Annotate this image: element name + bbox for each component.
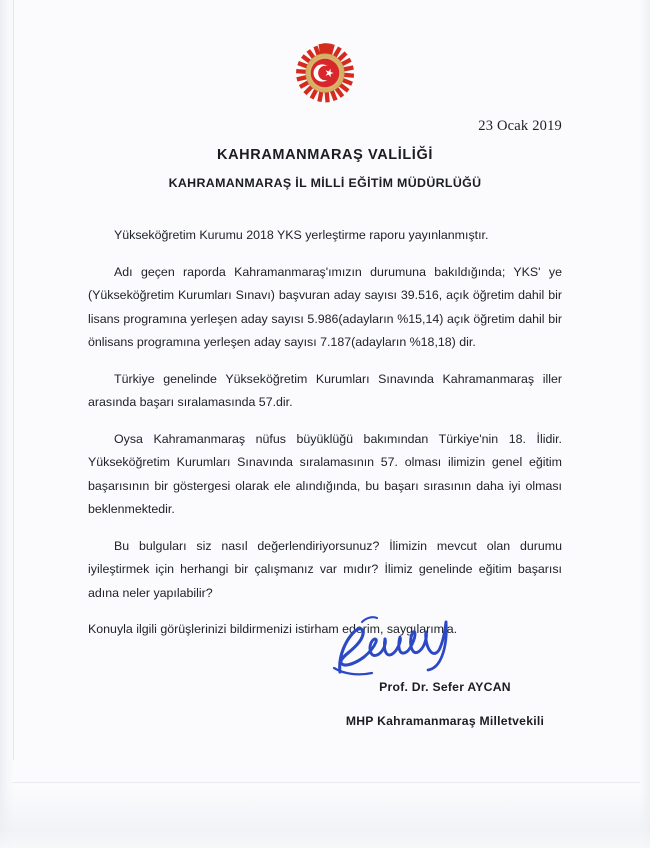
body-paragraph-4: Oysa Kahramanmaraş nüfus büyüklüğü bakımından Türkiye'nin 18. İlidir. Yükseköğretim Kurumları Sınavında sıralamasının 57. olması ilimizin genel eğitim başarısının bir göstergesi olarak ele alındığında, bu başarı sırasının daha iyi olması beklenmektedir. <box>88 431 562 516</box>
letterhead <box>0 147 650 190</box>
signer-role: MHP Kahramanmaraş Milletvekili <box>345 714 545 728</box>
body-paragraph-1: Yükseköğretim Kurumu 2018 YKS yerleştirme raporu yayınlanmıştır. <box>114 228 489 242</box>
body-paragraph-5: Bu bulguları siz nasıl değerlendiriyorsunuz? İlimizin mevcut olan durumu iyileştirmek için herhangi bir çalışmanız var mıdır? İlimiz genelinde eğitim başarısı adına neler yapılabilir? <box>88 538 562 600</box>
body-paragraph-3: Türkiye genelinde Yükseköğretim Kurumları Sınavında Kahramanmaraş iller arasında başarı sıralamasında 57.dir. <box>88 371 562 409</box>
signature-block <box>300 606 590 728</box>
body-paragraph-6: Konuyla ilgili görüşlerinizi bildirmenizi istirham ederim, saygılarımla. <box>88 622 458 636</box>
letter-body <box>88 224 562 642</box>
scan-artifact-band <box>12 782 640 783</box>
emblem-container <box>0 42 650 109</box>
body-paragraph-2: Adı geçen raporda Kahramanmaraş'ımızın durumuna bakıldığında; YKS' ye (Yükseköğretim Kurumları Sınavı) başvuran aday sayısı 39.516, açık öğretim dahil bir lisans programına yerleşen aday sayısı 5.986(adayların %15,14) açık öğretim dahil bir önlisans programına yerleşen aday sayısı 7.187(adayların %18,18) dir. <box>88 264 562 349</box>
signer-name: Prof. Dr. Sefer AYCAN <box>379 680 511 694</box>
scan-edge-shading-right <box>640 0 650 848</box>
organization-title: KAHRAMANMARAŞ VALİLİĞİ <box>217 147 433 163</box>
organization-subtitle: KAHRAMANMARAŞ İL MİLLİ EĞİTİM MÜDÜRLÜĞÜ <box>168 176 482 190</box>
handwritten-signature-icon <box>300 606 590 678</box>
scan-edge-shading-bottom <box>0 788 650 848</box>
scan-edge-shading-left <box>0 0 14 848</box>
turkish-crescent-star-emblem-icon <box>294 42 356 104</box>
scan-artifact-line <box>13 0 14 760</box>
letter-date: 23 Ocak 2019 <box>478 118 562 134</box>
